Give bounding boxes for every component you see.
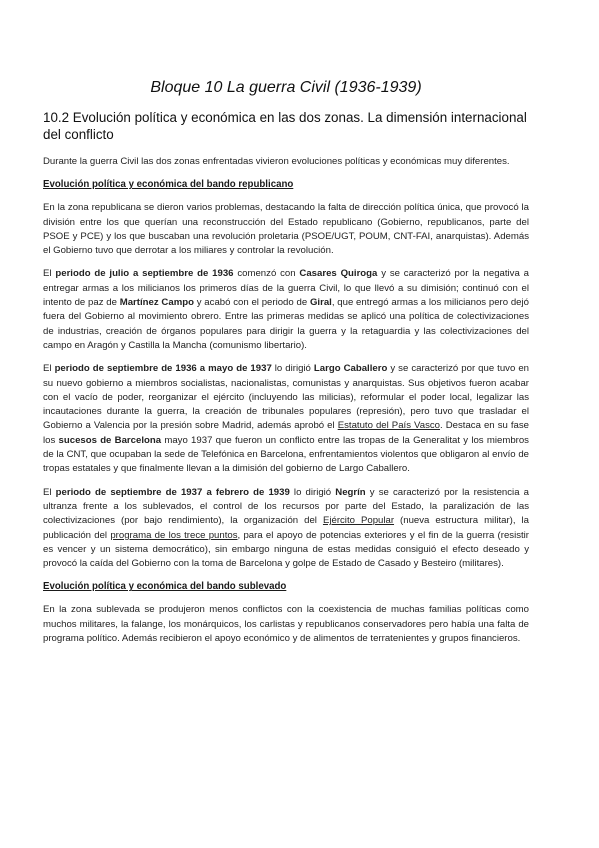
period-1936-1937: periodo de septiembre de 1936 a mayo de 1937 (54, 363, 272, 375)
document-title: Bloque 10 La guerra Civil (1936-1939) (150, 79, 422, 96)
martinez-campo: Martínez Campo (119, 297, 194, 309)
republican-paragraph-4: El periodo de septiembre de 1937 a febrero de 1939 lo dirigió Negrín y se caracterizó por la resistencia a ultranza frente a los sublevados, el control de los recursos por parte del Estado, la paralización de las colectivizaciones (por bajo rendimiento), la organización del Ejército Popular (nueva estructura militar), la publicación del programa de los trece puntos, para el apoyo de potencias exteriores y el fin de la guerra (resistir es vencer y un sistema democrático), sin embargo ninguna de estas medidas consiguió el efecto deseado y provocó la caída del Gobierno con la toma de Barcelona y golpe de Estado de Casado y Besteiro (militares). (43, 486, 529, 570)
sucesos-barcelona: sucesos de Barcelona (58, 434, 162, 446)
intro-paragraph: Durante la guerra Civil las dos zonas enfrentadas vivieron evoluciones políticas y económicas muy diferentes. (43, 156, 510, 167)
sublevado-section-heading: Evolución política y económica del bando sublevado (43, 581, 287, 593)
republican-paragraph-3: El periodo de septiembre de 1936 a mayo de 1937 lo dirigió Largo Caballero y se caracterizó por que tuvo en su nuevo gobierno a miembros socialistas, nacionalistas, comunistas y anarquistas. Sus objetivos fueron acabar con el vacío de poder, reorganizar el ejército (incluyendo las milicias), reformular el poder local, legalizar las incautaciones durante la guerra, la creación de tribunales populares (represión), pero tuvo que trasladar el Gobierno a Valencia por la presión sobre Madrid, además aprobó el Estatuto del País Vasco. Destaca en su fase los sucesos de Barcelona mayo 1937 que fueron un conflicto entre las tropas de la Generalitat y los miembros de la CNT, que ocupaban la sede de Telefónica en Barcelona, enfrentamientos violentos que obligaron al envío de tropas estatales y que finalmente llevan a la dimisión del gobierno de Largo Caballero. (43, 363, 530, 475)
negrin: Negrín (335, 486, 366, 498)
section-subtitle: 10.2 Evolución política y económica en las dos zonas. La dimensión internacional del conflicto (43, 110, 527, 142)
programa-trece-puntos: programa de los trece puntos (110, 529, 238, 541)
period-1936-jul-sep: periodo de julio a septiembre de 1936 (55, 268, 234, 280)
republican-section-heading: Evolución política y económica del bando republicano (43, 179, 294, 191)
largo-caballero: Largo Caballero (313, 363, 388, 375)
ejercito-popular: Ejército Popular (322, 515, 395, 527)
casares-quiroga: Casares Quiroga (299, 268, 378, 280)
republican-paragraph-2: El periodo de julio a septiembre de 1936 comenzó con Casares Quiroga y se caracterizó por la negativa a entregar armas a los milicianos los primeros días de la guerra Civil, lo que llevó a su dimisión; continuó con el intento de paz de Martínez Campo y acabó con el periodo de Giral, que entregó armas a los milicianos pero dejó fuera del Gobierno al movimiento obrero. Entre las primeras medidas se aplicó una política de colectivizaciones de industrias, creación de órganos populares para dirigir la guerra y la retaguardia y las colectivizaciones del campo en Aragón y Castilla la Mancha (comunismo libertario). (43, 268, 529, 351)
sublevado-paragraph-1: En la zona sublevada se produjeron menos conflictos con la coexistencia de muchas familias políticas como muchos militares, la falange, los monárquicos, los carlistas y republicanos conservadores pero había una falta de programa político. Además recibieron el apoyo económico y de alimentos de terratenientes y grupos financieros. (43, 604, 529, 645)
republican-paragraph-1: En la zona republicana se dieron varios problemas, destacando la falta de dirección política única, que provocó la división entre los que querían una reconstrucción del Estado republicano (Gobierno, republicanos, parte del PSOE y PCE) y los que buscaban una revolución proletaria (PSOE/UGT, POUM, CNT-FAI, anarquistas). Además el Gobierno tuvo que derrotar a los miliares y controlar la revolución. (43, 202, 529, 257)
giral: Giral (309, 297, 332, 309)
estatuto-pais-vasco: Estatuto del País Vasco (337, 420, 441, 432)
period-1937-1939: periodo de septiembre de 1937 a febrero de 1939 (55, 486, 290, 498)
